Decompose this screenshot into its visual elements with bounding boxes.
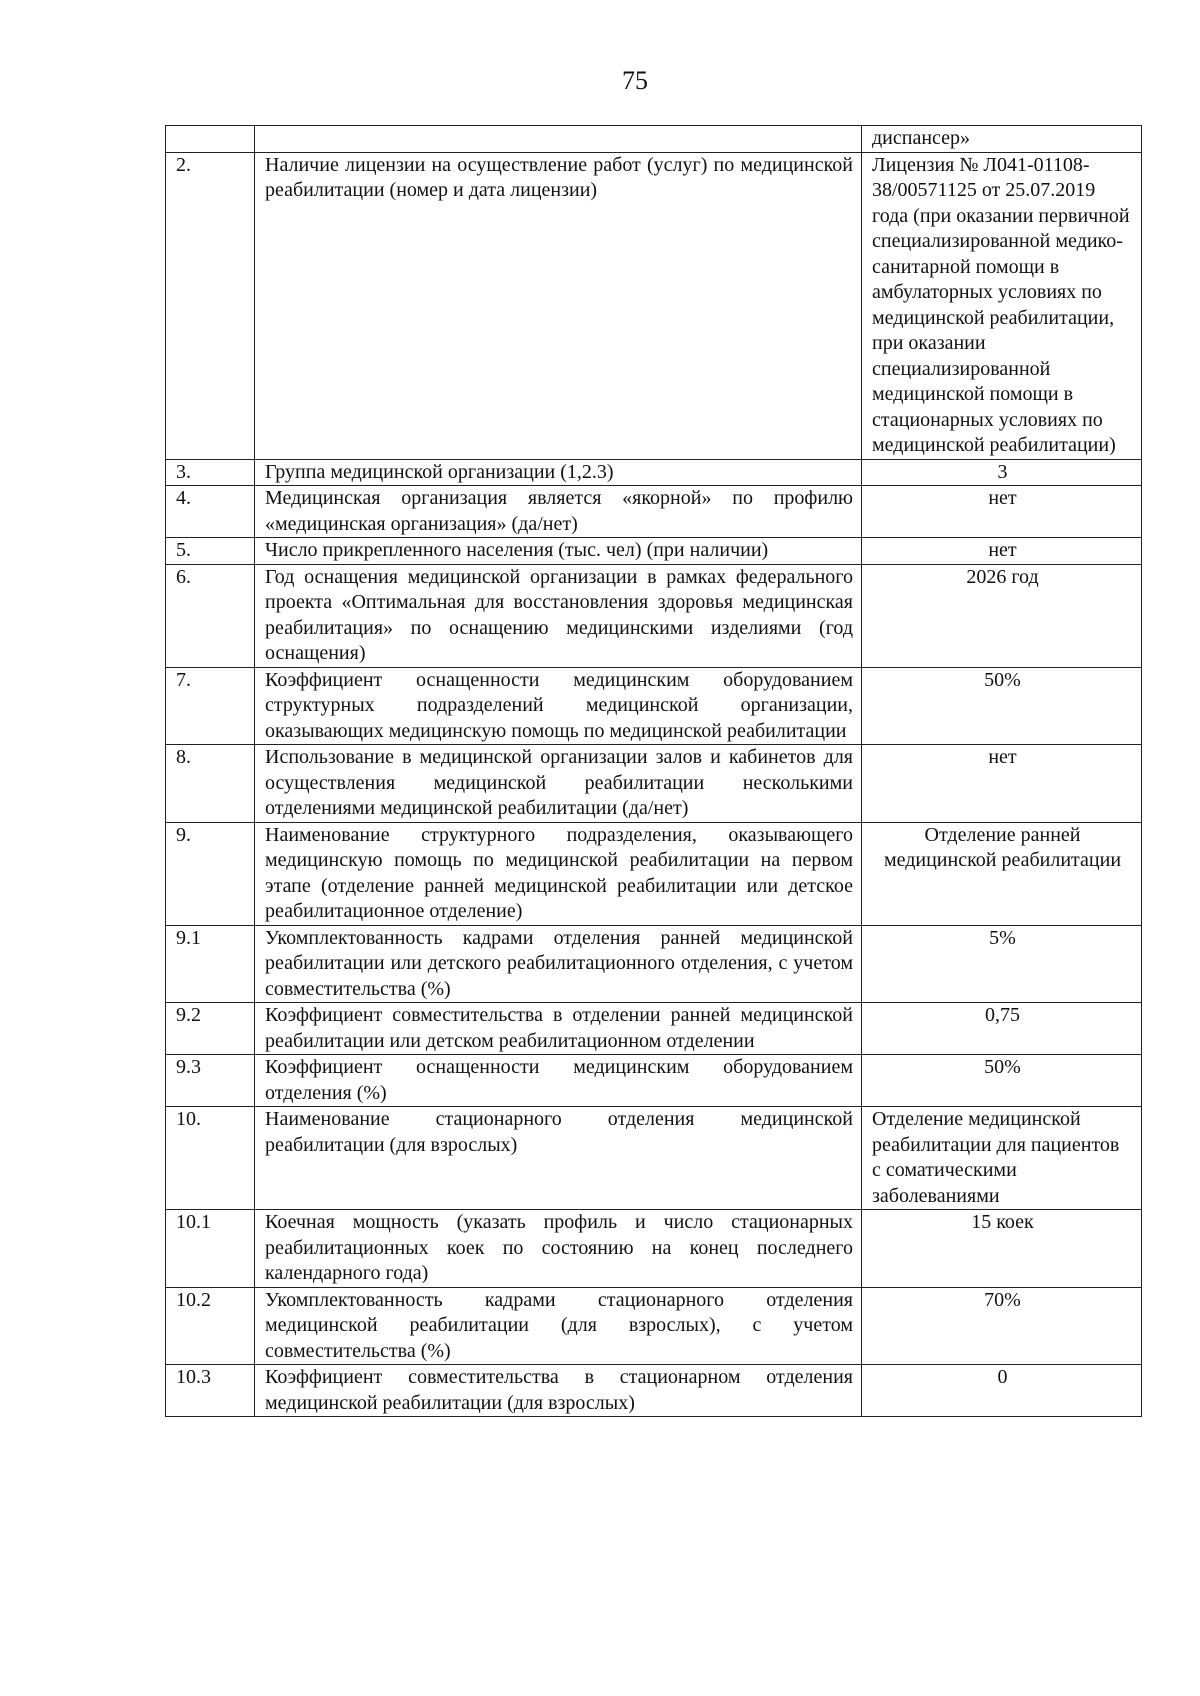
row-number: 4. xyxy=(166,486,255,538)
row-value: 3 xyxy=(862,459,1142,486)
row-number: 6. xyxy=(166,564,255,667)
row-value: нет xyxy=(862,486,1142,538)
table-row xyxy=(166,126,1142,153)
row-number: 3. xyxy=(166,459,255,486)
row-number: 7. xyxy=(166,667,255,745)
row-value: 15 коек xyxy=(862,1210,1142,1288)
row-value: 0 xyxy=(862,1365,1142,1417)
row-value: 70% xyxy=(862,1287,1142,1365)
row-description: Коэффициент совместительства в отделении ранней медицинской реабилитации или детском реабилитационном отделении xyxy=(255,1003,862,1055)
row-description: Наличие лицензии на осуществление работ (услуг) по медицинской реабилитации (номер и дата лицензии) xyxy=(255,152,862,459)
table-row xyxy=(166,1210,1142,1288)
table-row xyxy=(166,1287,1142,1365)
row-description xyxy=(255,126,862,153)
row-value: 5% xyxy=(862,925,1142,1003)
row-description: Укомплектованность кадрами стационарного отделения медицинской реабилитации (для взрослых), с учетом совместительства (%) xyxy=(255,1287,862,1365)
row-number: 9.1 xyxy=(166,925,255,1003)
row-description: Год оснащения медицинской организации в рамках федерального проекта «Оптимальная для восстановления здоровья медицинская реабилитация» по оснащению медицинскими изделиями (год оснащения) xyxy=(255,564,862,667)
row-number: 2. xyxy=(166,152,255,459)
row-value: диспансер» xyxy=(862,126,1142,153)
row-value: 0,75 xyxy=(862,1003,1142,1055)
row-number: 10.3 xyxy=(166,1365,255,1417)
table-row xyxy=(166,564,1142,667)
table-row xyxy=(166,1365,1142,1417)
row-value: Отделение медицинской реабилитации для пациентов с соматическими заболеваниями xyxy=(862,1107,1142,1210)
table-row xyxy=(166,667,1142,745)
row-description: Наименование стационарного отделения медицинской реабилитации (для взрослых) xyxy=(255,1107,862,1210)
table-row xyxy=(166,925,1142,1003)
row-number: 10.2 xyxy=(166,1287,255,1365)
row-description: Укомплектованность кадрами отделения ранней медицинской реабилитации или детского реабилитационного отделения, с учетом совместительства (%) xyxy=(255,925,862,1003)
row-number: 10. xyxy=(166,1107,255,1210)
table-row xyxy=(166,745,1142,823)
table-row xyxy=(166,486,1142,538)
row-value: 50% xyxy=(862,1055,1142,1107)
row-description: Коэффициент оснащенности медицинским оборудованием структурных подразделений медицинской организации, оказывающих медицинскую помощь по медицинской реабилитации xyxy=(255,667,862,745)
table-row xyxy=(166,459,1142,486)
row-number: 9.2 xyxy=(166,1003,255,1055)
page-number: 75 xyxy=(622,66,648,95)
row-value: нет xyxy=(862,745,1142,823)
row-value: Отделение ранней медицинской реабилитации xyxy=(862,822,1142,925)
row-value: нет xyxy=(862,538,1142,565)
row-number: 5. xyxy=(166,538,255,565)
table-row xyxy=(166,152,1142,459)
indicator-table xyxy=(165,125,1142,1417)
row-value: 2026 год xyxy=(862,564,1142,667)
row-description: Число прикрепленного населения (тыс. чел) (при наличии) xyxy=(255,538,862,565)
table-row xyxy=(166,1107,1142,1210)
row-number: 8. xyxy=(166,745,255,823)
table-row xyxy=(166,1003,1142,1055)
row-description: Коечная мощность (указать профиль и число стационарных реабилитационных коек по состоянию на конец последнего календарного года) xyxy=(255,1210,862,1288)
row-description: Использование в медицинской организации залов и кабинетов для осуществления медицинской реабилитации несколькими отделениями медицинской реабилитации (да/нет) xyxy=(255,745,862,823)
row-description: Коэффициент оснащенности медицинским оборудованием отделения (%) xyxy=(255,1055,862,1107)
row-value: Лицензия № Л041-01108-38/00571125 от 25.07.2019 года (при оказании первичной специализированной медико-санитарной помощи в амбулаторных условиях по медицинской реабилитации, при оказании специализированной медицинской помощи в стационарных условиях по медицинской реабилитации) xyxy=(862,152,1142,459)
row-description: Наименование структурного подразделения, оказывающего медицинскую помощь по медицинской реабилитации на первом этапе (отделение ранней медицинской реабилитации или детское реабилитационное отделение) xyxy=(255,822,862,925)
row-description: Группа медицинской организации (1,2.3) xyxy=(255,459,862,486)
table-row xyxy=(166,1055,1142,1107)
row-number: 9. xyxy=(166,822,255,925)
row-number: 10.1 xyxy=(166,1210,255,1288)
table-row xyxy=(166,538,1142,565)
row-description: Медицинская организация является «якорной» по профилю «медицинская организация» (да/нет) xyxy=(255,486,862,538)
row-value: 50% xyxy=(862,667,1142,745)
row-number: 9.3 xyxy=(166,1055,255,1107)
row-description: Коэффициент совместительства в стационарном отделения медицинской реабилитации (для взрослых) xyxy=(255,1365,862,1417)
table-row xyxy=(166,822,1142,925)
row-number xyxy=(166,126,255,153)
